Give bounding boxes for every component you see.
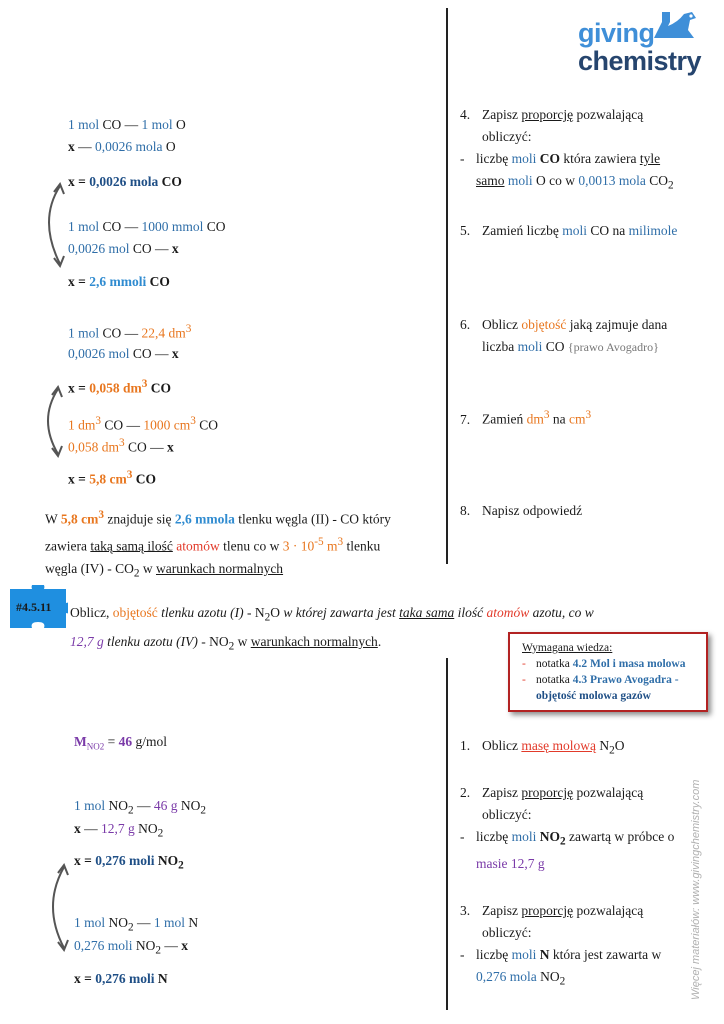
calc-result: x = 0,276 moli $NO_2$ xyxy=(74,853,184,872)
calc-row: 1 $dm^3$ CO — 1000 $cm^3$ CO xyxy=(68,415,219,433)
logo-text-chemistry: chemistry xyxy=(578,46,702,76)
task-6: 6. Oblicz objętość jaką zajmuje dana liczba moli CO {prawo Avogadro} xyxy=(460,317,668,354)
task-2: 2. Zapisz proporcję pozwalającą obliczyć: - liczbę moli $NO_2$ zawartą w próbce o masie 12,7 g xyxy=(460,785,675,871)
curved-arrow-icon xyxy=(36,180,76,270)
calc-result: x = 0,276 moli N xyxy=(74,971,168,986)
calc-row: 1 mol $NO_2$ — 1 mol N xyxy=(74,915,199,934)
required-knowledge-box: Wymagana wiedza: - notatka 4.2 Mol i masa molowa - notatka 4.3 Prawo Avogadra - objętość molowa gazów xyxy=(508,632,708,712)
calc-result: x = 5,8 $cm^3$ CO xyxy=(68,469,156,487)
calc-result: x = 0,0026 mola CO xyxy=(68,174,182,189)
exercise-id: #4.5.11 xyxy=(16,600,52,614)
side-website-text: Więcej materiałów: www.givingchemistry.com xyxy=(690,779,702,1000)
logo-text-giving: giving xyxy=(578,18,655,48)
flask-dog-icon xyxy=(648,8,700,42)
task-1: 1. Oblicz masę molową $N_2O$ xyxy=(460,738,625,757)
calc-result: x = 2,6 mmoli CO xyxy=(68,274,170,289)
calc-row: x — 0,0026 mola O xyxy=(68,139,176,154)
calc-row: 0,0026 mol CO — x xyxy=(68,346,179,361)
task-3: 3. Zapisz proporcję pozwalającą obliczyć: - liczbę moli N która jest zawarta w 0,276 mola $NO_2$ xyxy=(460,903,662,988)
answer-paragraph: W 5,8 $cm^3$ znajduje się 2,6 mmola tlenku węgla (II) - CO który zawiera taką samą ilość atomów tlenu co w $3 \cdot 10^{-5}$ $m^3$ tlenku węgla $(IV) - CO_2$ w warunkach normalnych xyxy=(45,509,391,580)
exercise-text: Oblicz, objętość tlenku azotu $(I) - N_2O$ w której zawarta jest taka sama ilość atomów azotu, co w 12,7 g tlenku azotu $(IV) - NO_2$ w warunkach normalnych. xyxy=(70,605,594,653)
dash-bullet: - xyxy=(460,829,465,844)
task-4: 4. Zapisz proporcję pozwalającą obliczyć: - liczbę moli CO która zawiera tyle samo moli O co w 0,0013 mola $CO_2$ xyxy=(460,107,674,192)
calc-row: 1 mol $NO_2$ — 46 g $NO_2$ xyxy=(74,798,207,817)
calc-row: 0,0026 mol CO — x xyxy=(68,241,179,256)
calc-row: 1 mol CO — 22,4 $dm^3$ xyxy=(68,323,192,341)
calc-result: x = 0,058 $dm^3$ CO xyxy=(68,378,171,396)
task-8: 8. Napisz odpowiedź xyxy=(460,503,583,518)
divider-bottom xyxy=(446,658,448,1010)
calc-row: 0,058 $dm^3$ CO — x xyxy=(68,437,174,455)
calc-row: 1 mol CO — 1 mol O xyxy=(68,117,186,132)
dash-bullet: - xyxy=(460,947,465,962)
knowledge-title: Wymagana wiedza: xyxy=(522,642,613,654)
calc-row: 0,276 moli $NO_2$ — x xyxy=(74,938,189,957)
curved-arrow-icon xyxy=(36,384,76,460)
calc-row: $M_{NO2} = 46$ g/mol xyxy=(74,734,168,752)
task-5: 5. Zamień liczbę moli CO na milimole xyxy=(460,223,678,238)
calc-row: 1 mol CO — 1000 mmol CO xyxy=(68,219,226,234)
calc-row: x — 12,7 g $NO_2$ xyxy=(74,821,164,840)
divider-top xyxy=(446,8,448,564)
task-7: 7. Zamień $dm^3$ na $cm^3$ xyxy=(460,409,592,427)
dash-bullet: - xyxy=(460,151,465,166)
